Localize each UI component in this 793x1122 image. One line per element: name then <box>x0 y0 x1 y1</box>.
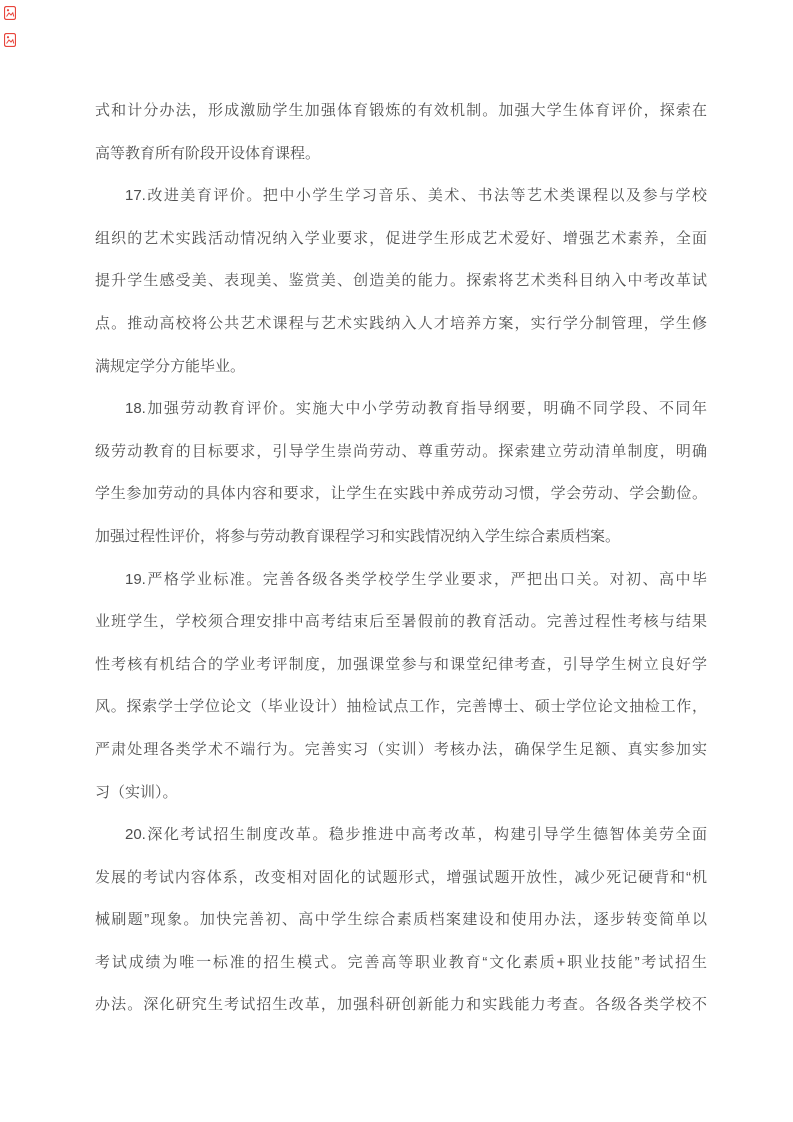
text-line: 20.深化考试招生制度改革。稳步推进中高考改革，构建引导学生德智体美劳全面 <box>125 826 707 844</box>
text-line: 式和计分办法，形成激励学生加强体育锻炼的有效机制。加强大学生体育评价，探索在 <box>95 102 707 119</box>
broken-image-markers <box>4 6 20 60</box>
document-text <box>95 90 707 1027</box>
text-line: 18.加强劳动教育评价。实施大中小学劳动教育指导纲要，明确不同学段、不同年 <box>125 400 707 418</box>
text-line: 点。推动高校将公共艺术课程与艺术实践纳入人才培养方案，实行学分制管理，学生修 <box>95 314 707 332</box>
text-line: 提升学生感受美、表现美、鉴赏美、创造美的能力。探索将艺术类科目纳入中考改革试 <box>95 272 707 290</box>
text-line: 满规定学分方能毕业。 <box>95 357 246 375</box>
text-line: 学生参加劳动的具体内容和要求，让学生在实践中养成劳动习惯，学会劳动、学会勤俭。 <box>95 485 707 503</box>
text-line: 考试成绩为唯一标准的招生模式。完善高等职业教育“文化素质+职业技能”考试招生 <box>95 953 707 971</box>
text-line: 级劳动教育的目标要求，引导学生崇尚劳动、尊重劳动。探索建立劳动清单制度，明确 <box>95 442 707 460</box>
text-line: 19.严格学业标准。完善各级各类学校学生学业要求，严把出口关。对初、高中毕 <box>125 570 707 588</box>
text-line: 严肃处理各类学术不端行为。完善实习（实训）考核办法，确保学生足额、真实参加实 <box>95 740 707 758</box>
text-line: 组织的艺术实践活动情况纳入学业要求，促进学生形成艺术爱好、增强艺术素养，全面 <box>95 229 707 247</box>
text-line: 加强过程性评价，将参与劳动教育课程学习和实践情况纳入学生综合素质档案。 <box>95 527 621 545</box>
text-line: 械刷题”现象。加快完善初、高中学生综合素质档案建设和使用办法，逐步转变简单以 <box>95 911 707 929</box>
text-line: 17.改进美育评价。把中小学生学习音乐、美术、书法等艺术类课程以及参与学校 <box>125 187 707 205</box>
text-line: 办法。深化研究生考试招生改革，加强科研创新能力和实践能力考查。各级各类学校不 <box>95 996 707 1014</box>
text-line: 风。探索学士学位论文（毕业设计）抽检试点工作，完善博士、硕士学位论文抽检工作， <box>95 698 707 716</box>
text-line: 业班学生，学校须合理安排中高考结束后至暑假前的教育活动。完善过程性考核与结果 <box>95 613 707 631</box>
text-line: 习（实训）。 <box>95 783 178 801</box>
text-line: 性考核有机结合的学业考评制度，加强课堂参与和课堂纪律考查，引导学生树立良好学 <box>95 655 707 673</box>
text-line: 发展的考试内容体系，改变相对固化的试题形式，增强试题开放性，减少死记硬背和“机 <box>95 868 707 886</box>
broken-image-icon <box>4 33 16 47</box>
text-line: 高等教育所有阶段开设体育课程。 <box>95 144 321 162</box>
broken-image-icon <box>4 6 16 20</box>
